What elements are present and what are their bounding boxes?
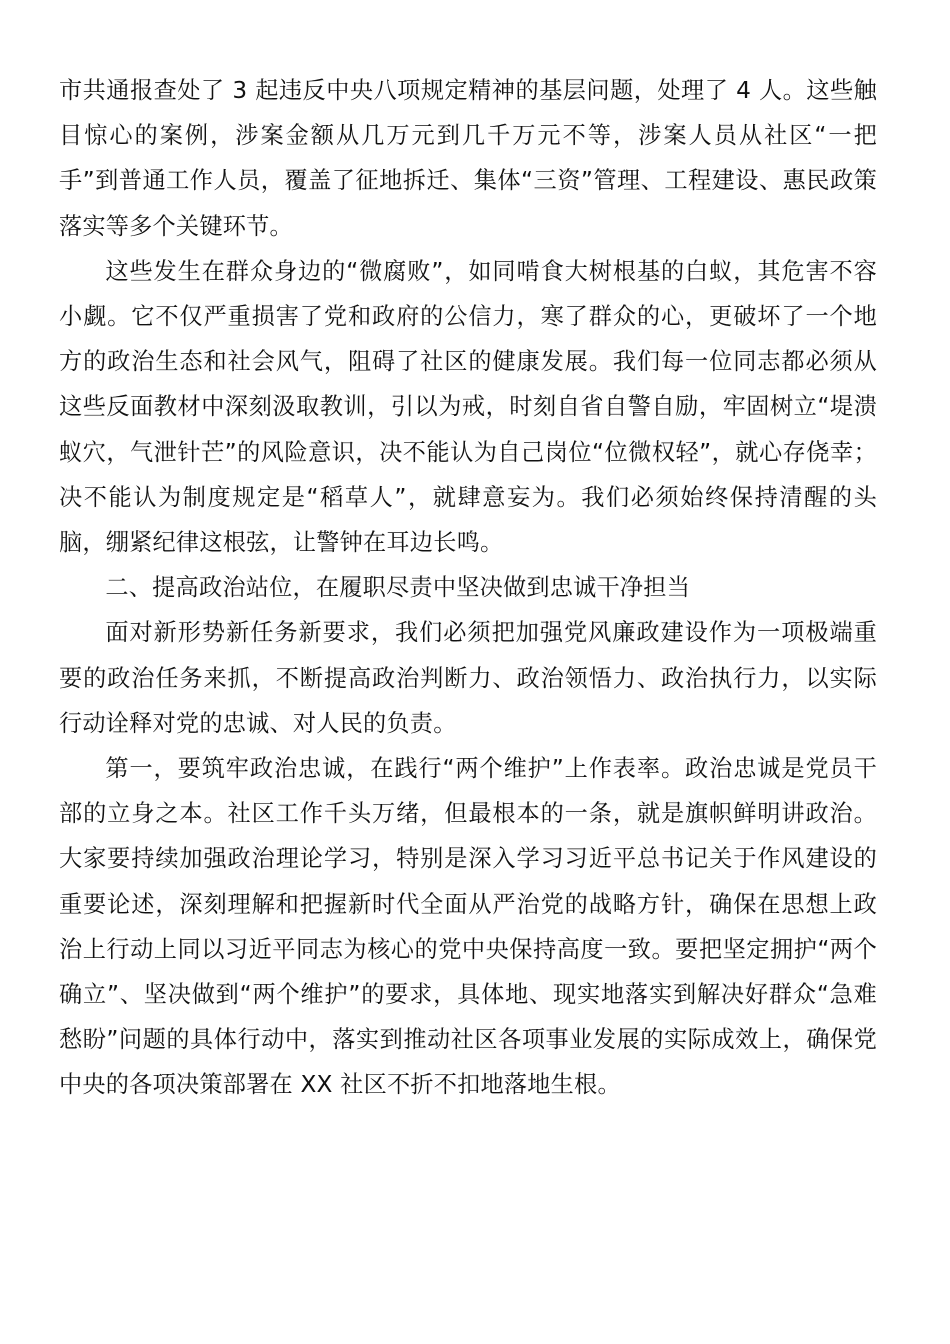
- document-body: [59, 68, 877, 1108]
- paragraph-micro-corruption: 这些发生在群众身边的“微腐败”，如同啃食大树根基的白蚁，其危害不容小觑。它不仅严重损害了党和政府的公信力，寒了群众的心，更破坏了一个地方的政治生态和社会风气，阻碍了社区的健康发展。我们每一位同志都必须从这些反面教材中深刻汲取教训，引以为戒，时刻自省自警自励，牢固树立“堤溃蚁穴，气泄针芒”的风险意识，决不能认为自己岗位“位微权轻”，就心存侥幸；决不能认为制度规定是“稻草人”，就肆意妄为。我们必须始终保持清醒的头脑，绷紧纪律这根弦，让警钟在耳边长鸣。: [59, 257, 877, 557]
- paragraph-political-loyalty: 第一，要筑牢政治忠诚，在践行“两个维护”上作表率。政治忠诚是党员干部的立身之本。社区工作千头万绪，但最根本的一条，就是旗帜鲜明讲政治。大家要持续加强政治理论学习，特别是深入学习习近平总书记关于作风建设的重要论述，深刻理解和把握新时代全面从严治党的战略方针，确保在思想上政治上行动上同以习近平同志为核心的党中央保持高度一致。要把坚定拥护“两个确立”、坚决做到“两个维护”的要求，具体地、现实地落实到解决好群众“急难愁盼”问题的具体行动中，落实到推动社区各项事业发展的实际成效上，确保党中央的各项决策部署在 XX 社区不折不扣地落地生根。: [59, 755, 877, 1099]
- section-heading-political-stance: 二、提高政治站位，在履职尽责中坚决做到忠诚干净担当: [105, 574, 691, 602]
- paragraph-case-summary: 市共通报查处了 3 起违反中央八项规定精神的基层问题，处理了 4 人。这些触目惊心的案例，涉案金额从几万元到几千万元不等，涉案人员从社区“一把手”到普通工作人员，覆盖了征地拆迁、集体“三资”管理、工程建设、惠民政策落实等多个关键环节。: [59, 77, 877, 240]
- paragraph-new-requirements: 面对新形势新任务新要求，我们必须把加强党风廉政建设作为一项极端重要的政治任务来抓，不断提高政治判断力、政治领悟力、政治执行力，以实际行动诠释对党的忠诚、对人民的负责。: [59, 619, 877, 737]
